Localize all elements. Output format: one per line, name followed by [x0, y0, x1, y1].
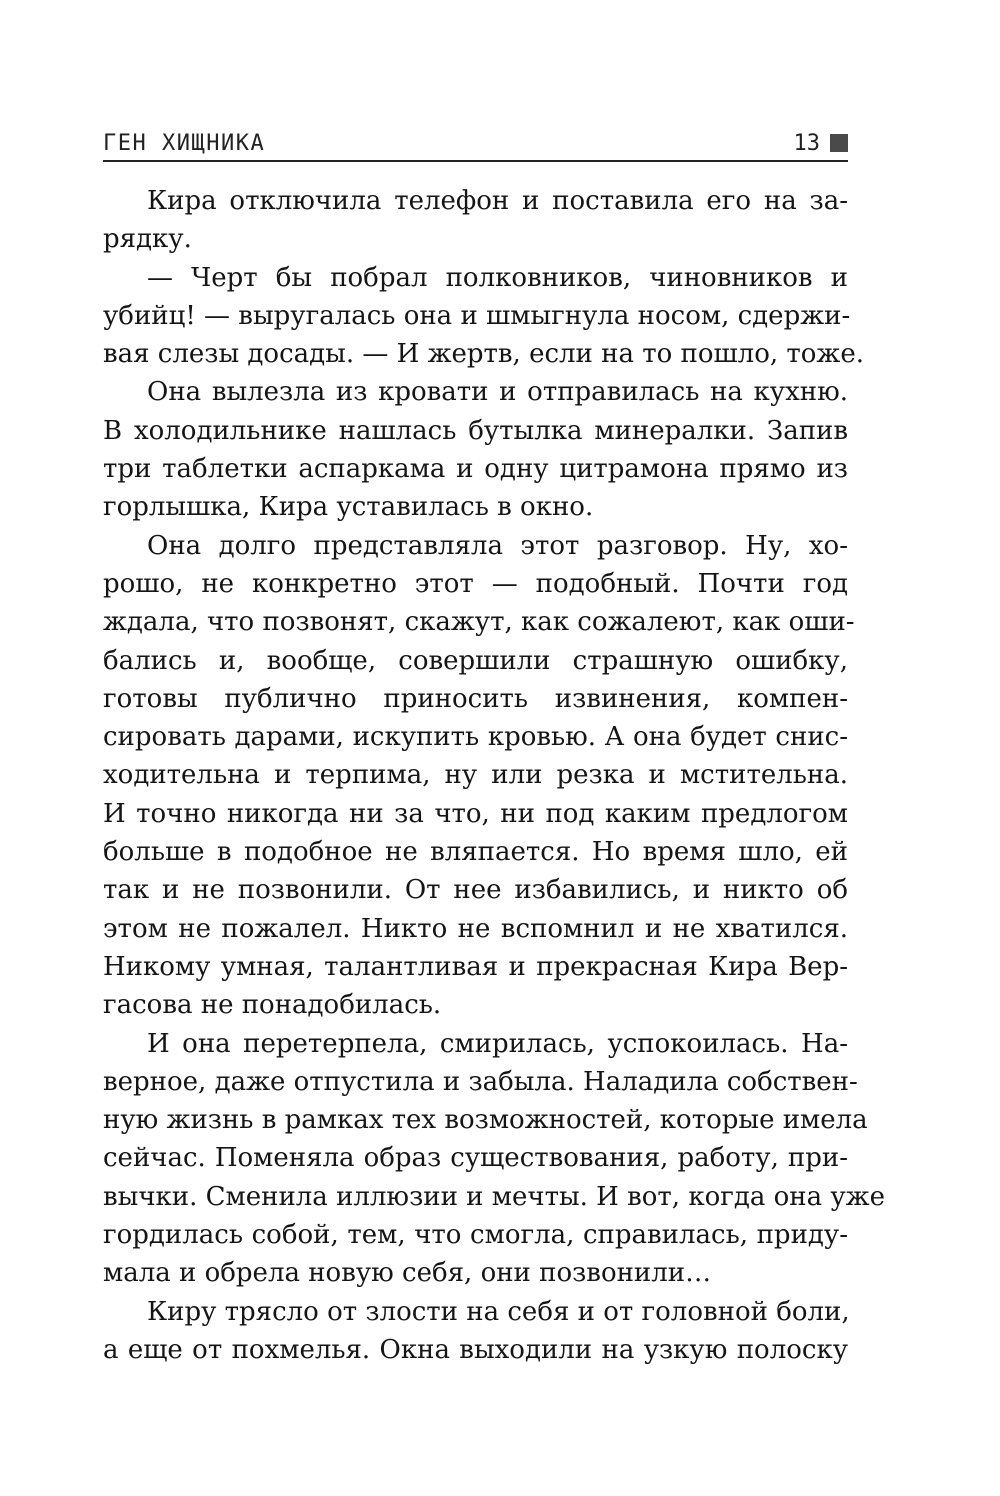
text-line: а еще от похмелья. Окна выходили на узкую полоску: [103, 1334, 848, 1365]
text-line: мала и обрела новую себя, они позвонили…: [103, 1258, 712, 1289]
text-line: сейчас. Поменяла образ существования, работу, при-: [103, 1143, 848, 1174]
book-title: ГЕН ХИЩНИКА: [103, 130, 266, 156]
text-line: Киру трясло от злости на себя и от головной боли,: [147, 1296, 850, 1327]
text-line: верное, даже отпустила и забыла. Наладила собствен-: [103, 1066, 858, 1097]
page-number: 13: [793, 130, 820, 156]
text-line: убийц! — выругалась она и шмыгнула носом, сдержи-: [103, 300, 851, 331]
book-page: [103, 128, 885, 1369]
running-header: [103, 128, 848, 162]
text-line: этом не пожалел. Никто не вспомнил и не хватился.: [103, 913, 848, 944]
text-line: так и не позвонили. От нее избавились, и никто об: [103, 875, 848, 906]
text-line: Никому умная, талантливая и прекрасная Кира Вер-: [103, 951, 848, 982]
text-line: сировать дарами, искупить кровью. А она будет снис-: [103, 722, 848, 753]
text-line: вая слезы досады. — И жертв, если на то пошло, тоже.: [103, 339, 864, 370]
text-line: Кира отключила телефон и поставила его на за-: [147, 186, 848, 216]
text-line: В холодильнике нашлась бутылка минералки. Запив: [103, 415, 848, 446]
text-line: три таблетки аспаркама и одну цитрамона прямо из: [103, 454, 848, 485]
text-line: — Черт бы побрал полковников, чиновников и: [147, 262, 848, 293]
text-line: горлышка, Кира уставилась в окно.: [103, 492, 594, 523]
text-line: гасова не понадобилась.: [103, 990, 442, 1021]
text-line: вычки. Сменила иллюзии и мечты. И вот, когда она уже: [103, 1181, 885, 1212]
text-line: рядку.: [103, 224, 192, 255]
text-line: бались и, вообще, совершили страшную ошибку,: [103, 645, 848, 676]
text-line: И точно никогда ни за что, ни под каким предлогом: [103, 798, 848, 829]
text-line: ную жизнь в рамках тех возможностей, которые имела: [103, 1105, 868, 1136]
text-line: рошо, не конкретно этот — подобный. Почти год: [103, 568, 848, 599]
text-line: И она перетерпела, смирилась, успокоилась. На-: [147, 1028, 848, 1059]
text-line: готовы публично приносить извинения, компен-: [103, 683, 848, 714]
text-line: больше в подобное не вляпается. Но время шло, ей: [103, 837, 848, 868]
page-number-group: [794, 131, 849, 156]
text-line: ждала, что позвонят, скажут, как сожалеют, как оши-: [103, 607, 855, 638]
square-bullet-icon: [830, 134, 848, 152]
text-line: Она долго представляла этот разговор. Ну, хо-: [147, 530, 848, 561]
text-line: Она вылезла из кровати и отправилась на кухню.: [147, 377, 848, 408]
text-line: ходительна и терпима, ну или резка и мстительна.: [103, 760, 848, 791]
body-text: [103, 182, 885, 1369]
text-line: гордилась собой, тем, что смогла, справилась, приду-: [103, 1220, 848, 1251]
